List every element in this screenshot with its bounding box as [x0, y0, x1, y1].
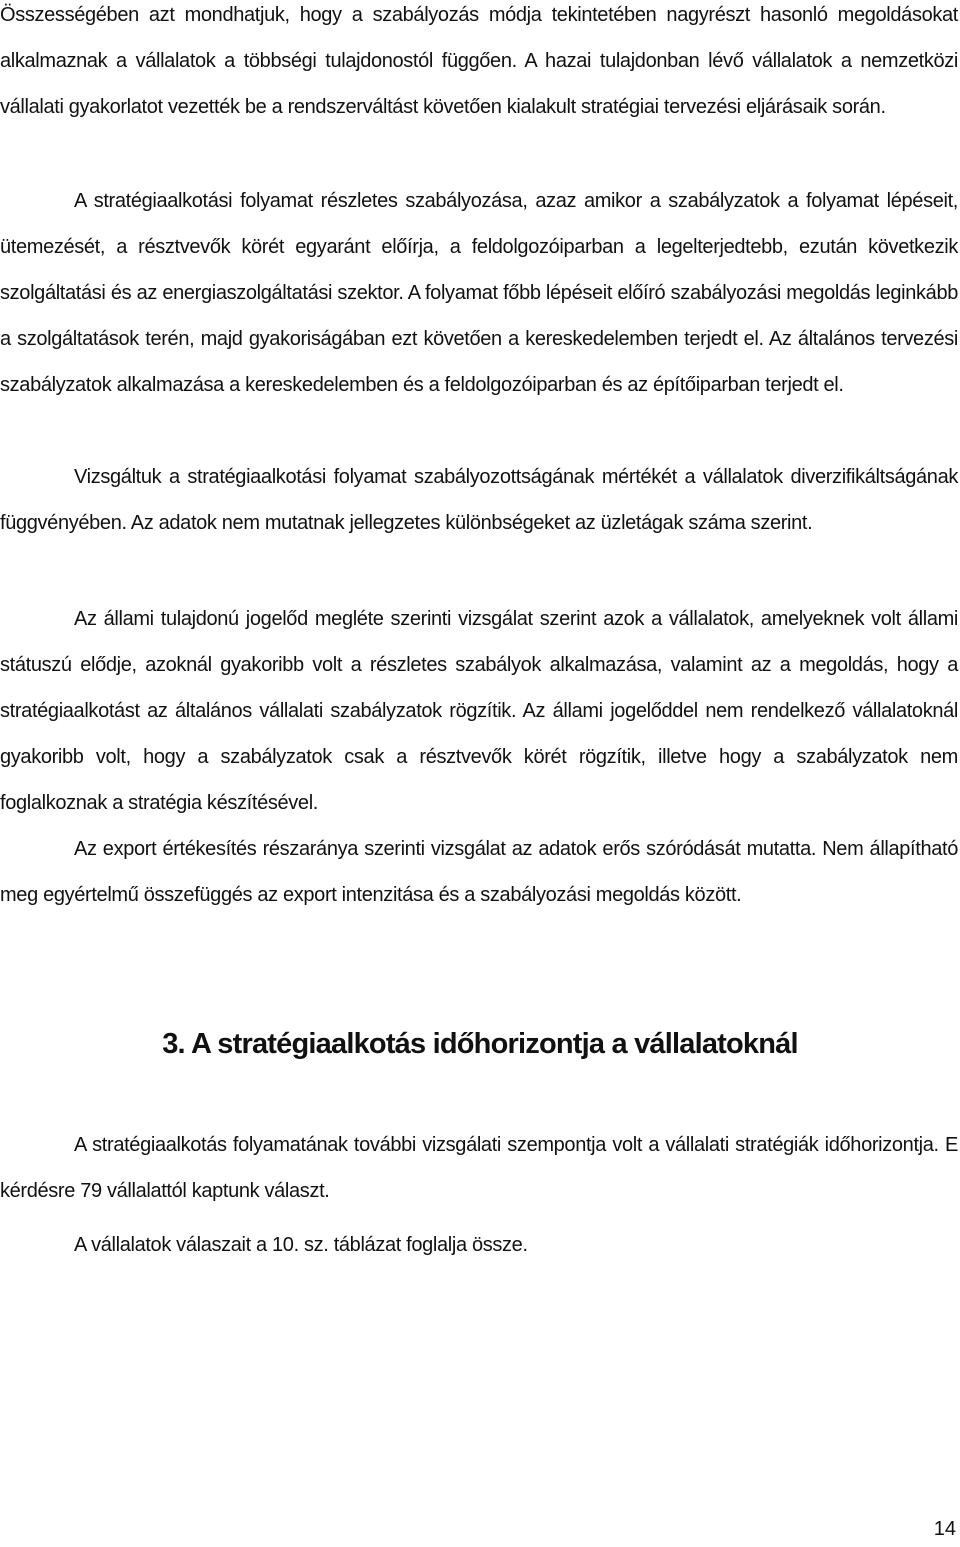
paragraph-export-share: Az export értékesítés részaránya szerinti vizsgálat az adatok erős szóródását mutatta. Nem állapítható meg egyértelmű összefüggés az export intenzitása és a szabályozási megoldás között.: [0, 838, 958, 906]
paragraph-ownership-summary: Összességében azt mondhatjuk, hogy a szabályozás módja tekintetében nagyrészt hasonló megoldásokat alkalmaznak a vállalatok a többségi tulajdonostól függően. A hazai tulajdonban lévő vállalatok a nemzetközi vállalati gyakorlatot vezették be a rendszerváltást követően kialakult stratégiai tervezési eljárásaik során.: [0, 4, 958, 118]
paragraph-process-regulation: A stratégiaalkotási folyamat részletes szabályozása, azaz amikor a szabályzatok a folyamat lépéseit, ütemezését, a résztvevők körét egyaránt előírja, a feldolgozóiparban a legelterjedtebb, ezután következik szolgáltatási és az energiaszolgáltatási szektor. A folyamat főbb lépéseit előíró szabályozási megoldás leginkább a szolgáltatások terén, majd gyakoriságában ezt követően a kereskedelemben terjedt el. Az általános tervezési szabályzatok alkalmazása a kereskedelemben és a feldolgozóiparban és az építőiparban terjedt el.: [0, 190, 958, 396]
paragraph-table-reference: A vállalatok válaszait a 10. sz. táblázat foglalja össze.: [74, 1234, 528, 1256]
paragraph-state-predecessor: Az állami tulajdonú jogelőd megléte szerinti vizsgálat szerint azok a vállalatok, amelyeknek volt állami státuszú elődje, azoknál gyakoribb volt a részletes szabályok alkalmazása, valamint az a megoldás, hogy a stratégiaalkotást az általános vállalati szabályzatok rögzítik. Az állami jogelőddel nem rendelkező vállalatoknál gyakoribb volt, hogy a szabályzatok csak a résztvevők körét rögzítik, illetve hogy a szabályzatok nem foglalkoznak a stratégia készítésével.: [0, 608, 958, 814]
paragraph-time-horizon: A stratégiaalkotás folyamatának további vizsgálati szempontja volt a vállalati stratégiák időhorizontja. E kérdésre 79 vállalattól kaptunk választ.: [0, 1134, 958, 1202]
page-number: 14: [933, 1518, 956, 1540]
paragraph-diversification: Vizsgáltuk a stratégiaalkotási folyamat szabályozottságának mértékét a vállalatok diverzifikáltságának függvényében. Az adatok nem mutatnak jellegzetes különbségeket az üzletágak száma szerint.: [0, 466, 958, 534]
section-heading: 3. A stratégiaalkotás időhorizontja a vállalatoknál: [162, 1028, 798, 1060]
